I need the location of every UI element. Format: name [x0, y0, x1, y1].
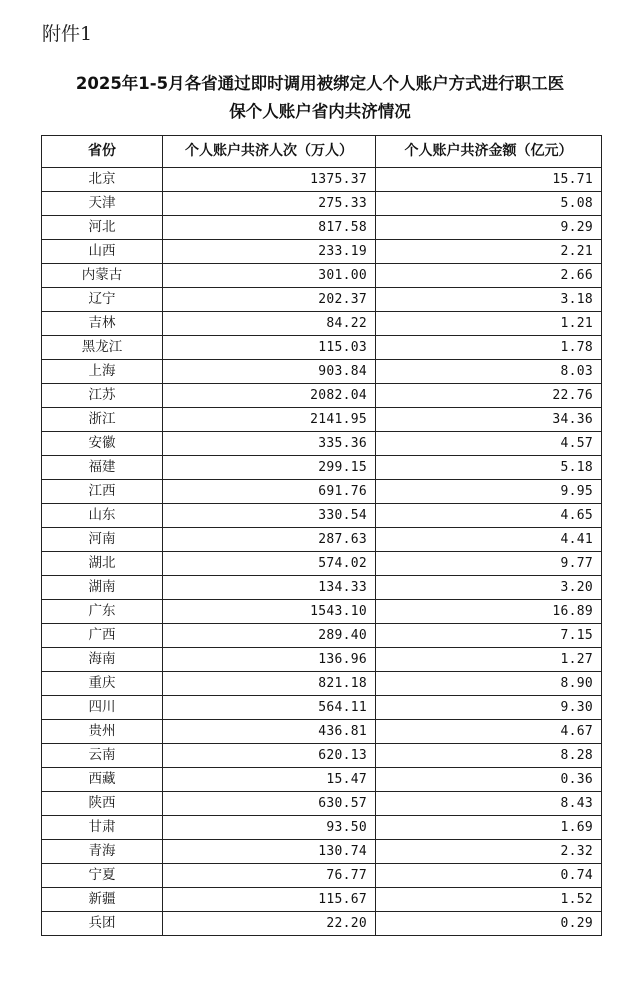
cell-amount: 8.03 [376, 360, 602, 384]
table-row [42, 696, 602, 720]
cell-province: 吉林 [42, 312, 163, 336]
cell-amount: 0.36 [376, 768, 602, 792]
cell-person-times: 136.96 [163, 648, 376, 672]
cell-province: 青海 [42, 840, 163, 864]
cell-person-times: 202.37 [163, 288, 376, 312]
cell-person-times: 574.02 [163, 552, 376, 576]
table-row [42, 288, 602, 312]
cell-amount: 16.89 [376, 600, 602, 624]
cell-province: 新疆 [42, 888, 163, 912]
cell-amount: 4.57 [376, 432, 602, 456]
table-row [42, 240, 602, 264]
cell-person-times: 821.18 [163, 672, 376, 696]
table-row [42, 168, 602, 192]
cell-person-times: 130.74 [163, 840, 376, 864]
cell-amount: 0.74 [376, 864, 602, 888]
cell-province: 安徽 [42, 432, 163, 456]
cell-amount: 1.21 [376, 312, 602, 336]
cell-province: 广东 [42, 600, 163, 624]
table-row [42, 624, 602, 648]
cell-amount: 34.36 [376, 408, 602, 432]
cell-person-times: 287.63 [163, 528, 376, 552]
cell-province: 河北 [42, 216, 163, 240]
cell-amount: 2.32 [376, 840, 602, 864]
cell-province: 上海 [42, 360, 163, 384]
cell-amount: 0.29 [376, 912, 602, 936]
cell-amount: 4.41 [376, 528, 602, 552]
table-row [42, 384, 602, 408]
statistics-table [41, 135, 602, 936]
cell-person-times: 564.11 [163, 696, 376, 720]
table-header-row [42, 136, 602, 168]
cell-person-times: 93.50 [163, 816, 376, 840]
cell-province: 甘肃 [42, 816, 163, 840]
cell-province: 海南 [42, 648, 163, 672]
table-row [42, 504, 602, 528]
document-title-line-1: 2025年1-5月各省通过即时调用被绑定人个人账户方式进行职工医 [75, 74, 565, 93]
table-row [42, 528, 602, 552]
table-row [42, 600, 602, 624]
table-row [42, 432, 602, 456]
cell-person-times: 233.19 [163, 240, 376, 264]
table-row [42, 408, 602, 432]
cell-amount: 1.27 [376, 648, 602, 672]
cell-province: 浙江 [42, 408, 163, 432]
cell-person-times: 115.03 [163, 336, 376, 360]
cell-person-times: 436.81 [163, 720, 376, 744]
cell-amount: 3.18 [376, 288, 602, 312]
cell-province: 辽宁 [42, 288, 163, 312]
cell-amount: 1.69 [376, 816, 602, 840]
table-row [42, 816, 602, 840]
cell-amount: 4.67 [376, 720, 602, 744]
cell-amount: 2.66 [376, 264, 602, 288]
cell-province: 江西 [42, 480, 163, 504]
cell-person-times: 299.15 [163, 456, 376, 480]
document-title [20, 70, 620, 126]
cell-amount: 9.95 [376, 480, 602, 504]
cell-amount: 3.20 [376, 576, 602, 600]
cell-province: 内蒙古 [42, 264, 163, 288]
cell-province: 重庆 [42, 672, 163, 696]
cell-amount: 9.77 [376, 552, 602, 576]
cell-amount: 4.65 [376, 504, 602, 528]
cell-person-times: 275.33 [163, 192, 376, 216]
table-row [42, 672, 602, 696]
cell-amount: 5.18 [376, 456, 602, 480]
cell-province: 湖北 [42, 552, 163, 576]
cell-person-times: 335.36 [163, 432, 376, 456]
cell-province: 陕西 [42, 792, 163, 816]
cell-person-times: 115.67 [163, 888, 376, 912]
cell-amount: 8.90 [376, 672, 602, 696]
table-row [42, 336, 602, 360]
cell-province: 北京 [42, 168, 163, 192]
table-row [42, 648, 602, 672]
table-row [42, 792, 602, 816]
table-row [42, 912, 602, 936]
table-row [42, 720, 602, 744]
cell-person-times: 817.58 [163, 216, 376, 240]
cell-person-times: 289.40 [163, 624, 376, 648]
cell-person-times: 76.77 [163, 864, 376, 888]
cell-amount: 7.15 [376, 624, 602, 648]
attachment-label: 附件1 [42, 23, 93, 45]
cell-person-times: 134.33 [163, 576, 376, 600]
cell-province: 天津 [42, 192, 163, 216]
cell-province: 湖南 [42, 576, 163, 600]
cell-person-times: 15.47 [163, 768, 376, 792]
table-row [42, 480, 602, 504]
document-title-line-2: 保个人账户省内共济情况 [229, 102, 411, 121]
cell-person-times: 630.57 [163, 792, 376, 816]
cell-person-times: 1375.37 [163, 168, 376, 192]
table-row [42, 360, 602, 384]
table-row [42, 456, 602, 480]
cell-person-times: 2082.04 [163, 384, 376, 408]
cell-province: 贵州 [42, 720, 163, 744]
table-row [42, 840, 602, 864]
table-row [42, 744, 602, 768]
cell-person-times: 22.20 [163, 912, 376, 936]
cell-province: 云南 [42, 744, 163, 768]
cell-amount: 8.43 [376, 792, 602, 816]
column-header-province: 省份 [42, 136, 163, 168]
cell-amount: 1.52 [376, 888, 602, 912]
table-row [42, 888, 602, 912]
table-row [42, 192, 602, 216]
cell-province: 四川 [42, 696, 163, 720]
table-row [42, 264, 602, 288]
cell-province: 西藏 [42, 768, 163, 792]
cell-person-times: 1543.10 [163, 600, 376, 624]
table-row [42, 312, 602, 336]
cell-province: 河南 [42, 528, 163, 552]
cell-amount: 9.30 [376, 696, 602, 720]
cell-person-times: 620.13 [163, 744, 376, 768]
table-row [42, 864, 602, 888]
cell-person-times: 691.76 [163, 480, 376, 504]
cell-province: 山东 [42, 504, 163, 528]
cell-province: 兵团 [42, 912, 163, 936]
column-header-person-times: 个人账户共济人次（万人） [163, 136, 376, 168]
cell-province: 黑龙江 [42, 336, 163, 360]
cell-person-times: 330.54 [163, 504, 376, 528]
cell-province: 福建 [42, 456, 163, 480]
table-row [42, 216, 602, 240]
cell-province: 江苏 [42, 384, 163, 408]
cell-province: 宁夏 [42, 864, 163, 888]
cell-person-times: 903.84 [163, 360, 376, 384]
cell-person-times: 2141.95 [163, 408, 376, 432]
table-row [42, 768, 602, 792]
cell-province: 山西 [42, 240, 163, 264]
table-header [42, 136, 602, 168]
cell-person-times: 84.22 [163, 312, 376, 336]
cell-amount: 8.28 [376, 744, 602, 768]
cell-amount: 2.21 [376, 240, 602, 264]
table-body [42, 168, 602, 936]
column-header-amount: 个人账户共济金额（亿元） [376, 136, 602, 168]
table-row [42, 576, 602, 600]
cell-amount: 22.76 [376, 384, 602, 408]
cell-amount: 15.71 [376, 168, 602, 192]
table-row [42, 552, 602, 576]
cell-amount: 1.78 [376, 336, 602, 360]
cell-province: 广西 [42, 624, 163, 648]
cell-person-times: 301.00 [163, 264, 376, 288]
cell-amount: 5.08 [376, 192, 602, 216]
cell-amount: 9.29 [376, 216, 602, 240]
